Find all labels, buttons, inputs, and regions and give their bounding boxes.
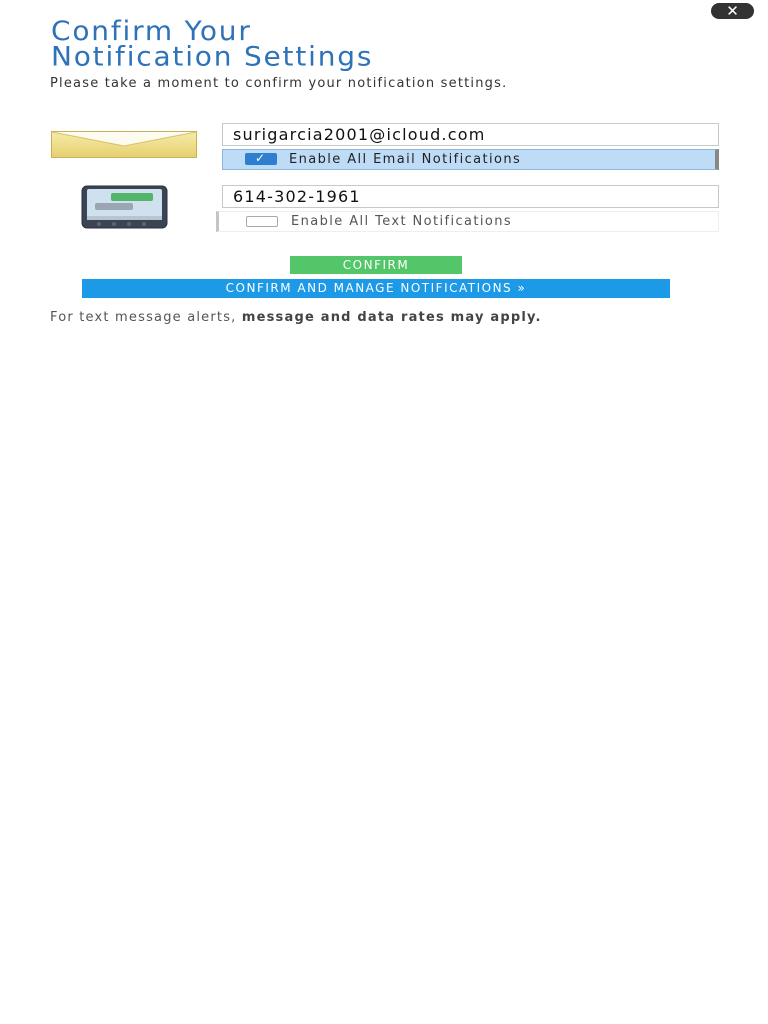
envelope-icon (51, 131, 197, 158)
page-title: Confirm Your Notification Settings (51, 15, 374, 73)
intro-text: Please take a moment to confirm your notification settings. (50, 76, 508, 91)
phone-field[interactable]: 614-302-1961 (222, 185, 719, 208)
email-notifications-toggle[interactable] (222, 149, 719, 170)
close-button[interactable] (711, 3, 754, 19)
disclaimer-emphasis: message and data rates may apply. (241, 310, 542, 325)
disclaimer-prefix: For text message alerts, (50, 310, 242, 325)
email-field[interactable]: surigarcia2001@icloud.com (222, 123, 719, 146)
text-notifications-checkbox[interactable] (246, 216, 278, 227)
phone-message-icon (81, 185, 168, 229)
text-notifications-label: Enable All Text Notifications (291, 214, 513, 229)
close-icon: ✕ (726, 2, 739, 20)
email-notifications-checkbox[interactable] (245, 153, 277, 165)
disclaimer-text (50, 312, 720, 323)
confirm-button[interactable]: CONFIRM (290, 256, 462, 274)
confirm-and-manage-button[interactable]: CONFIRM AND MANAGE NOTIFICATIONS » (82, 279, 670, 298)
email-notifications-label: Enable All Email Notifications (289, 152, 522, 167)
checkmark-icon: ✓ (255, 151, 267, 165)
text-notifications-toggle[interactable] (216, 211, 719, 232)
